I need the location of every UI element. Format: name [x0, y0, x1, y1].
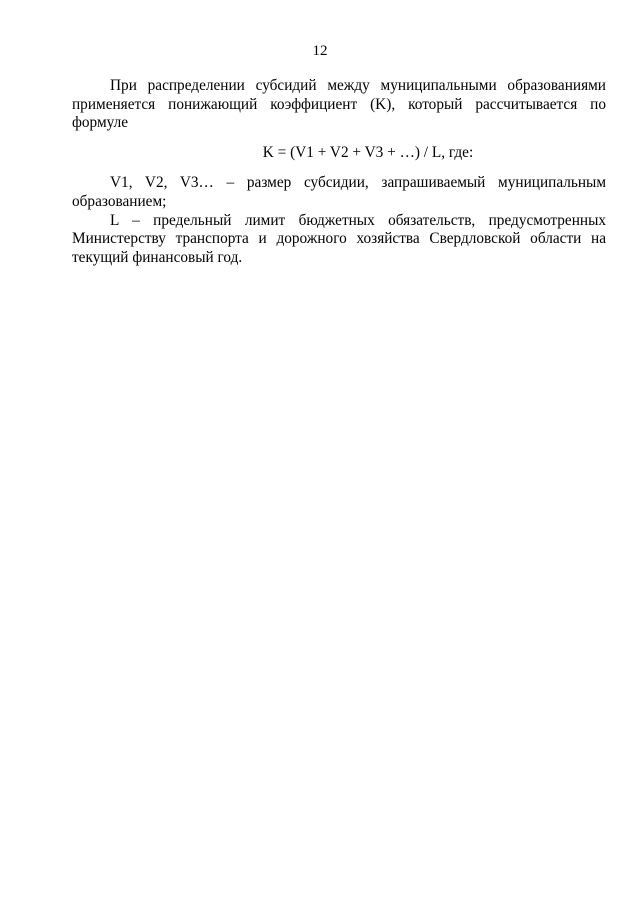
definition-v-values: V1, V2, V3… – размер субсидии, запрашиваемый муниципальным образованием;	[72, 174, 606, 210]
definition-l-limit: L – предельный лимит бюджетных обязательств, предусмотренных Министерству транспорта и дорожного хозяйства Свердловской области на текущий финансовый год.	[72, 211, 606, 266]
page-number: 12	[312, 43, 328, 59]
paragraph-subsidy-distribution: При распределении субсидий между муниципальными образованиями применяется понижающий коэффициент (K), который рассчитывается по формуле	[72, 77, 606, 132]
document-body	[72, 77, 606, 267]
formula-coefficient: K = (V1 + V2 + V3 + …) / L, где:	[262, 143, 474, 161]
